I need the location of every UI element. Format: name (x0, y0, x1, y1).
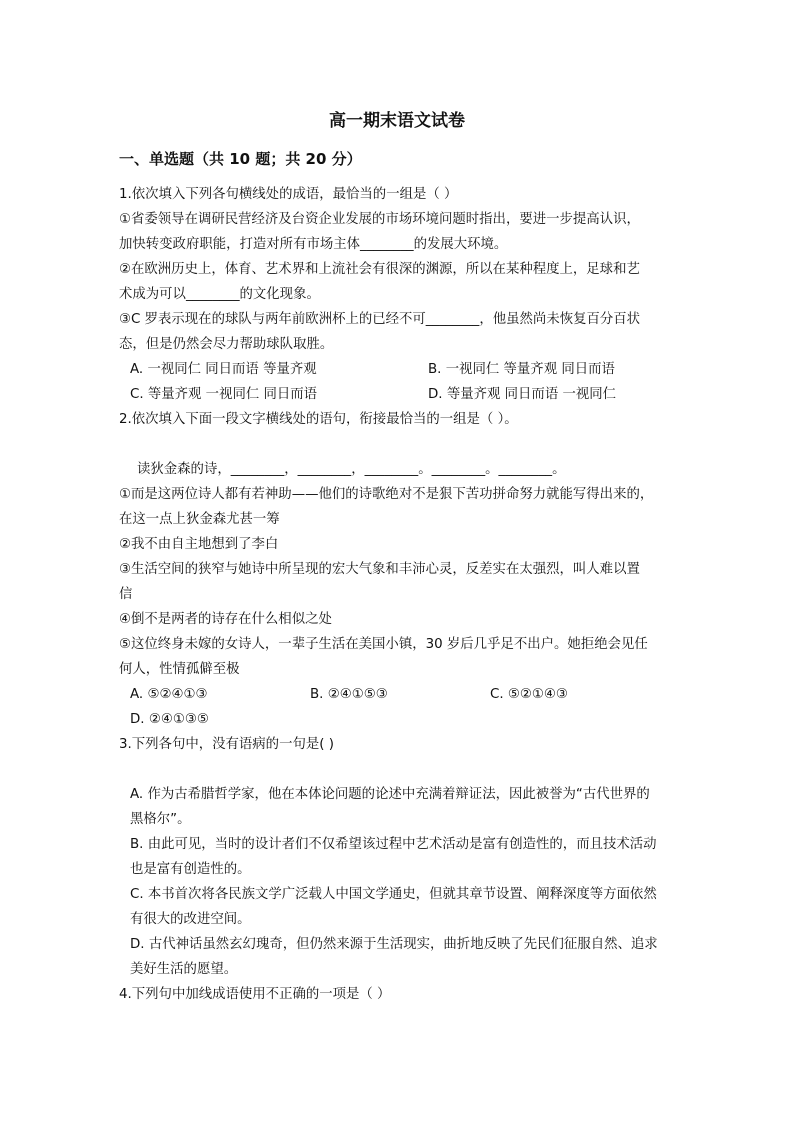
question-2-option-a[interactable]: A. ⑤②④①③ (130, 687, 208, 702)
question-3-option-a-cont: 黑格尔”。 (130, 812, 191, 827)
spacer (119, 757, 681, 782)
question-3-option-b[interactable]: B. 由此可见，当时的设计者们不仅希望该过程中艺术活动是富有创造性的，而且技术活动 (130, 837, 657, 852)
question-1-options-row (119, 357, 681, 382)
question-1-option-c[interactable]: C. 等量齐观 一视同仁 同日而语 (130, 387, 318, 402)
question-1-stem: 1.依次填入下列各句横线处的成语，最恰当的一组是（ ） (119, 187, 458, 202)
question-1-line: ③C 罗表示现在的球队与两年前欧洲杯上的已经不可________，他虽然尚未恢复百分百状 (119, 312, 641, 327)
question-2-line: ⑤这位终身未嫁的女诗人，一辈子生活在美国小镇，30 岁后几乎足不出户。她拒绝会见任 (119, 637, 648, 652)
question-3-stem: 3.下列各句中，没有语病的一句是( ) (119, 737, 334, 752)
question-1-line: ②在欧洲历史上，体育、艺术界和上流社会有很深的渊源，所以在某种程度上，足球和艺 (119, 262, 640, 277)
question-3-option-d-cont: 美好生活的愿望。 (130, 962, 238, 977)
question-3-option-c[interactable]: C. 本书首次将各民族文学广泛载人中国文学通史，但就其章节设置、阐释深度等方面依然 (130, 887, 657, 902)
question-2-option-d[interactable]: D. ②④①③⑤ (130, 712, 209, 727)
question-1-line: 加快转变政府职能，打造对所有市场主体________的发展大环境。 (119, 237, 508, 252)
question-3-option-a[interactable]: A. 作为古希腊哲学家，他在本体论问题的论述中充满着辩证法，因此被誉为“古代世界的 (130, 787, 650, 802)
question-4-stem: 4.下列句中加线成语使用不正确的一项是（ ） (119, 987, 391, 1002)
question-list (119, 182, 681, 1007)
question-2-line: ④倒不是两者的诗存在什么相似之处 (119, 612, 332, 627)
question-2-options-row (119, 682, 681, 707)
question-1-option-d[interactable]: D. 等量齐观 同日而语 一视同仁 (428, 387, 617, 402)
spacer (119, 432, 681, 457)
question-2-option-b[interactable]: B. ②④①⑤③ (310, 687, 388, 702)
question-2-option-c[interactable]: C. ⑤②①④③ (490, 687, 568, 702)
question-2-line: ②我不由自主地想到了李白 (119, 537, 279, 552)
question-1-line: ①省委领导在调研民营经济及台资企业发展的市场环境问题时指出，要进一步提高认识， (119, 212, 640, 227)
question-1-option-a[interactable]: A. 一视同仁 同日而语 等量齐观 (130, 362, 317, 377)
question-3-option-c-cont: 有很大的改进空间。 (130, 912, 251, 927)
question-3-option-b-cont: 也是富有创造性的。 (130, 862, 251, 877)
question-2-line: 信 (119, 587, 133, 602)
question-2-line: ③生活空间的狭窄与她诗中所呈现的宏大气象和丰沛心灵，反差实在太强烈，叫人难以置 (119, 562, 640, 577)
exam-title: 高一期末语文试卷 (329, 111, 465, 131)
question-1-option-b[interactable]: B. 一视同仁 等量齐观 同日而语 (428, 362, 615, 377)
question-2-line: 何人，性情孤僻至极 (119, 662, 240, 677)
question-2-passage: 读狄金森的诗，________，________，________。________。________。 (137, 462, 566, 477)
question-2-stem: 2.依次填入下面一段文字横线处的语句，衔接最恰当的一组是（ ）。 (119, 412, 518, 427)
question-2-options-row (119, 707, 681, 732)
question-2-line: ①而是这两位诗人都有若神助——他们的诗歌绝对不是狠下苦功拼命努力就能写得出来的， (119, 487, 654, 502)
question-1-options-row (119, 382, 681, 407)
question-1-line: 态，但是仍然会尽力帮助球队取胜。 (119, 337, 334, 352)
section-heading: 一、单选题（共 10 题；共 20 分） (119, 150, 362, 168)
question-3-option-d[interactable]: D. 古代神话虽然玄幻瑰奇，但仍然来源于生活现实，曲折地反映了先民们征服自然、追求 (130, 937, 658, 952)
question-2-line: 在这一点上狄金森尤甚一筹 (119, 512, 280, 527)
question-1-line: 术成为可以________的文化现象。 (119, 287, 320, 302)
